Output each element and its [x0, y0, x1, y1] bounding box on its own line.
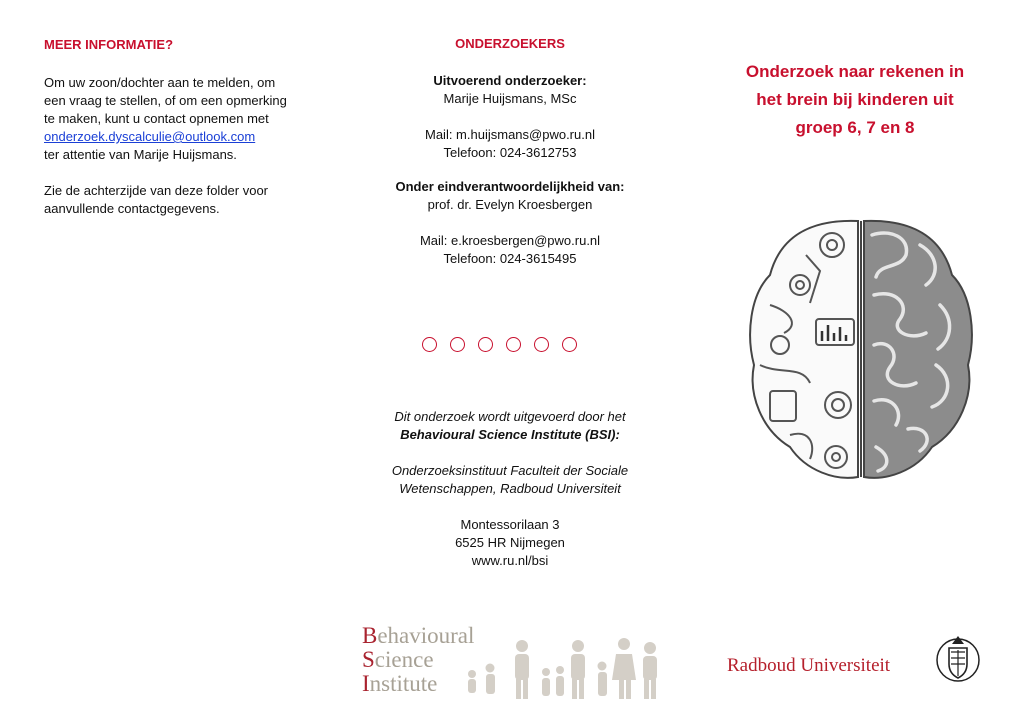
institute-intro: Dit onderzoek wordt uitgevoerd door het — [394, 409, 626, 424]
supervisor-mail: Mail: e.kroesbergen@pwo.ru.nl — [419, 233, 601, 248]
signup-line-1: Om uw zoon/dochter aan te melden, om — [44, 75, 276, 90]
cover-title — [710, 58, 1000, 142]
circle-icon — [506, 337, 521, 352]
more-info-heading: MEER INFORMATIE? — [44, 37, 174, 52]
researcher-phone: Telefoon: 024-3612753 — [443, 145, 577, 160]
supervisor-name: prof. dr. Evelyn Kroesbergen — [427, 197, 593, 212]
circle-icon — [534, 337, 549, 352]
signup-line-3: te maken, kunt u contact opnemen met — [44, 111, 269, 126]
institute-block — [360, 408, 660, 570]
backside-paragraph — [44, 182, 300, 218]
researcher-name: Marije Huijsmans, MSc — [443, 91, 577, 106]
cover-title-line-2: het brein bij kinderen uit — [756, 90, 954, 109]
circle-icon — [450, 337, 465, 352]
cover-title-line-3: groep 6, 7 en 8 — [795, 118, 915, 137]
cover-title-line-1: Onderzoek naar rekenen in — [745, 62, 965, 81]
bsi-cap-b: B — [362, 623, 378, 648]
circle-icon — [478, 337, 493, 352]
supervisor-phone: Telefoon: 024-3615495 — [443, 251, 577, 266]
supervisor-label: Onder eindverantwoordelijkheid van: — [395, 179, 625, 194]
supervisor-block — [360, 178, 660, 268]
researchers-heading: ONDERZOEKERS — [455, 36, 565, 51]
radboud-seal-icon — [934, 630, 982, 686]
institute-name: Behavioural Science Institute (BSI): — [400, 427, 620, 442]
bsi-word-3: nstitute — [369, 671, 438, 696]
researcher-label: Uitvoerend onderzoeker: — [433, 73, 587, 88]
contact-email-link[interactable]: onderzoek.dyscalculie@outlook.com — [44, 129, 256, 144]
brain-illustration-icon — [740, 215, 980, 485]
circle-icon — [422, 337, 437, 352]
bsi-cap-i: I — [362, 671, 370, 696]
backside-line-2: aanvullende contactgegevens. — [44, 201, 220, 216]
bsi-logo — [362, 624, 662, 704]
radboud-logo-text: Radboud Universiteit — [727, 655, 891, 676]
bsi-cap-s: S — [362, 647, 375, 672]
researcher-mail: Mail: m.huijsmans@pwo.ru.nl — [425, 127, 595, 142]
address-city: 6525 HR Nijmegen — [455, 535, 565, 550]
address-street: Montessorilaan 3 — [460, 517, 560, 532]
bsi-word-1: ehavioural — [377, 623, 475, 648]
institute-desc-1: Onderzoeksinstituut Faculteit der Sociale — [391, 463, 629, 478]
researcher-block — [360, 72, 660, 162]
people-silhouettes-icon — [362, 624, 662, 704]
bsi-word-2: cience — [374, 647, 434, 672]
institute-desc-2: Wetenschappen, Radboud Universiteit — [399, 481, 621, 496]
circle-icon — [562, 337, 577, 352]
backside-line-1: Zie de achterzijde van deze folder voor — [44, 183, 269, 198]
decorative-circles — [422, 337, 577, 352]
website: www.ru.nl/bsi — [471, 553, 549, 568]
signup-line-end: ter attentie van Marije Huijsmans. — [44, 147, 237, 162]
signup-paragraph — [44, 74, 300, 164]
signup-line-2: een vraag te stellen, of om een opmerking — [44, 93, 287, 108]
